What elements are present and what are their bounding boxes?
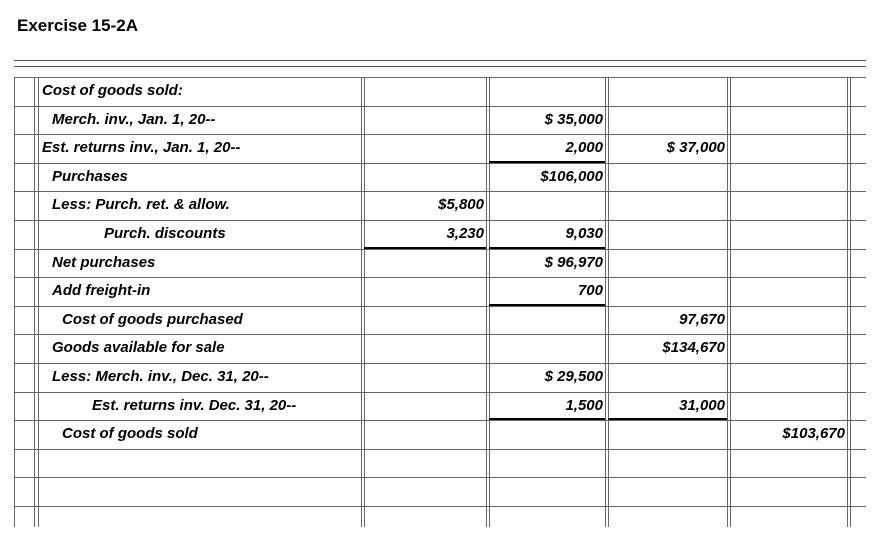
amount-col-1 [364,77,484,105]
amount-col-2 [489,477,603,505]
amount-col-2 [489,77,603,105]
amount-col-4 [730,306,845,334]
amount-col-4 [730,392,845,420]
amount-col-1: $5,800 [438,196,484,214]
amount-col-2: $ 96,970 [544,253,603,271]
amount-col-4 [730,163,845,191]
amount-col-2 [489,191,603,219]
amount-col-2 [489,306,603,334]
amount-col-4 [730,334,845,362]
amount-col-4 [730,506,845,534]
amount-col-2 [489,506,603,534]
amount-col-2 [489,334,603,362]
amount-col-3 [608,77,725,105]
amount-col-3 [608,420,725,448]
amount-col-1 [364,106,484,134]
amount-col-2: $106,000 [540,167,603,185]
amount-col-3 [608,449,725,477]
amount-col-1 [364,334,484,362]
page-title: Exercise 15-2A [17,16,138,35]
amount-col-1 [364,306,484,334]
amount-col-1 [364,420,484,448]
amount-col-2: 1,500 [565,396,603,414]
amount-col-4 [730,477,845,505]
amount-col-3 [608,163,725,191]
row-label: Less: Purch. ret. & allow. [52,196,230,214]
amount-col-2 [489,420,603,448]
total-underline [364,247,486,249]
row-label: Add freight-in [52,282,151,300]
amount-col-1 [364,277,484,305]
amount-col-4 [730,220,845,248]
amount-col-2 [489,449,603,477]
amount-col-3: $ 37,000 [666,139,725,157]
amount-col-3 [608,191,725,219]
row-label: Purchases [52,167,128,185]
row-label: Merch. inv., Jan. 1, 20-- [52,110,216,128]
amount-col-4: $103,670 [782,425,845,443]
amount-col-3: 97,670 [679,310,725,328]
amount-col-3 [608,277,725,305]
amount-col-1 [364,449,484,477]
amount-col-3: 31,000 [679,396,725,414]
amount-col-1 [364,477,484,505]
amount-col-4 [730,277,845,305]
amount-col-3 [608,249,725,277]
amount-col-2: 2,000 [565,139,603,157]
amount-col-4 [730,363,845,391]
row-label: Cost of goods sold [62,425,198,443]
amount-col-1 [364,249,484,277]
total-underline [608,418,727,420]
amount-col-3 [608,477,725,505]
amount-col-3 [608,363,725,391]
row-label: Est. returns inv. Dec. 31, 20-- [92,396,297,414]
total-underline [489,418,605,420]
row-label: Cost of goods sold: [42,82,183,99]
amount-col-3 [608,506,725,534]
amount-col-4 [730,134,845,162]
row-label: Goods available for sale [52,339,225,357]
amount-col-1 [364,506,484,534]
amount-col-4 [730,191,845,219]
amount-col-1: 3,230 [446,225,484,242]
amount-col-4 [730,249,845,277]
row-label: Less: Merch. inv., Dec. 31, 20-- [52,368,269,385]
amount-col-1 [364,363,484,391]
total-underline [489,304,605,306]
amount-col-3 [608,106,725,134]
amount-col-1 [364,134,484,162]
row-label: Cost of goods purchased [62,310,243,328]
row-label: Purch. discounts [104,225,226,242]
amount-col-4 [730,77,845,105]
amount-col-2: $ 35,000 [544,110,603,128]
amount-col-1 [364,392,484,420]
total-underline [489,161,605,163]
amount-col-1 [364,163,484,191]
amount-col-4 [730,106,845,134]
row-label: Net purchases [52,253,156,271]
amount-col-2: 700 [577,282,603,300]
total-underline [489,247,605,249]
row-label: Est. returns inv., Jan. 1, 20-- [42,139,241,157]
amount-col-3 [608,220,725,248]
amount-col-4 [730,449,845,477]
amount-col-2: $ 29,500 [544,368,603,385]
amount-col-2: 9,030 [565,225,603,242]
amount-col-3: $134,670 [662,339,725,357]
